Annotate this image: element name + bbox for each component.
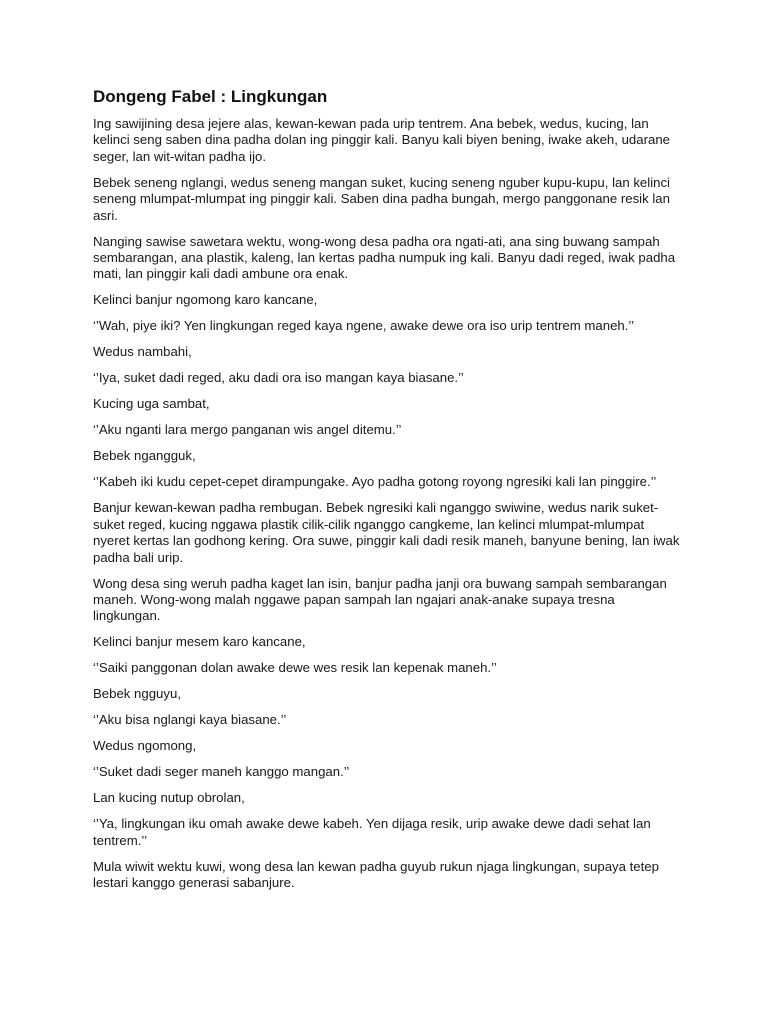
document-title: Dongeng Fabel : Lingkungan (93, 87, 328, 106)
paragraph: Kelinci banjur mesem karo kancane, (93, 634, 306, 650)
paragraph: Bebek seneng nglangi, wedus seneng mangan suket, kucing seneng nguber kupu-kupu, lan kelinci seneng mlumpat-mlumpat ing pinggir kali. Saben dina padha bungah, mergo panggonane resik lan asri. (93, 174, 670, 223)
paragraph: ‘’Saiki panggonan dolan awake dewe wes resik lan kepenak maneh.’’ (93, 660, 497, 676)
paragraph: Wong desa sing weruh padha kaget lan isin, banjur padha janji ora buwang sampah sembarangan maneh. Wong-wong malah nggawe papan sampah lan ngajari anak-anake supaya tresna lingkungan. (93, 575, 667, 624)
paragraph: Kucing uga sambat, (93, 396, 210, 412)
document-page (93, 86, 683, 901)
paragraph: Bebek ngguyu, (93, 686, 181, 702)
paragraph: Lan kucing nutup obrolan, (93, 790, 245, 806)
paragraph: ‘’Ya, lingkungan iku omah awake dewe kabeh. Yen dijaga resik, urip awake dewe dadi sehat lan tentrem.’’ (93, 816, 651, 848)
paragraph: ‘’Kabeh iki kudu cepet-cepet dirampungake. Ayo padha gotong royong ngresiki kali lan pinggire.’’ (93, 474, 657, 490)
paragraph: Nanging sawise sawetara wektu, wong-wong desa padha ora ngati-ati, ana sing buwang sampah sembarangan, ana plastik, kaleng, lan kertas padha numpuk ing kali. Banyu dadi reged, iwak padha mati, lan pinggir kali dadi ambune ora enak. (93, 233, 676, 282)
paragraph: Wedus ngomong, (93, 738, 197, 754)
paragraph: ‘’Iya, suket dadi reged, aku dadi ora iso mangan kaya biasane.’’ (93, 370, 464, 386)
paragraph: Mula wiwit wektu kuwi, wong desa lan kewan padha guyub rukun njaga lingkungan, supaya tetep lestari kanggo generasi sabanjure. (93, 858, 659, 891)
paragraph: ‘’Suket dadi seger maneh kanggo mangan.’’ (93, 764, 350, 780)
paragraph: Banjur kewan-kewan padha rembugan. Bebek ngresiki kali nganggo swiwine, wedus narik suket-suket reged, kucing nggawa plastik cilik-cilik nganggo cangkeme, lan kelinci mlumpat-mlumpat nyeret kertas lan godhong kering. Ora suwe, pinggir kali dadi resik maneh, banyune bening, lan iwak padha bali urip. (93, 500, 680, 565)
paragraph: Wedus nambahi, (93, 344, 192, 360)
paragraph: ‘’Aku bisa nglangi kaya biasane.’’ (93, 712, 287, 728)
paragraph: ‘’Aku nganti lara mergo panganan wis angel ditemu.’’ (93, 422, 402, 438)
paragraph: Ing sawijining desa jejere alas, kewan-kewan pada urip tentrem. Ana bebek, wedus, kucing, lan kelinci seng saben dina padha dolan ing pinggir kali. Banyu kali biyen bening, iwake akeh, udarane seger, lan wit-witan padha ijo. (93, 116, 670, 164)
paragraph: ‘’Wah, piye iki? Yen lingkungan reged kaya ngene, awake dewe ora iso urip tentrem maneh.’’ (93, 318, 635, 334)
paragraph: Kelinci banjur ngomong karo kancane, (93, 292, 318, 308)
paragraph: Bebek ngangguk, (93, 448, 196, 464)
